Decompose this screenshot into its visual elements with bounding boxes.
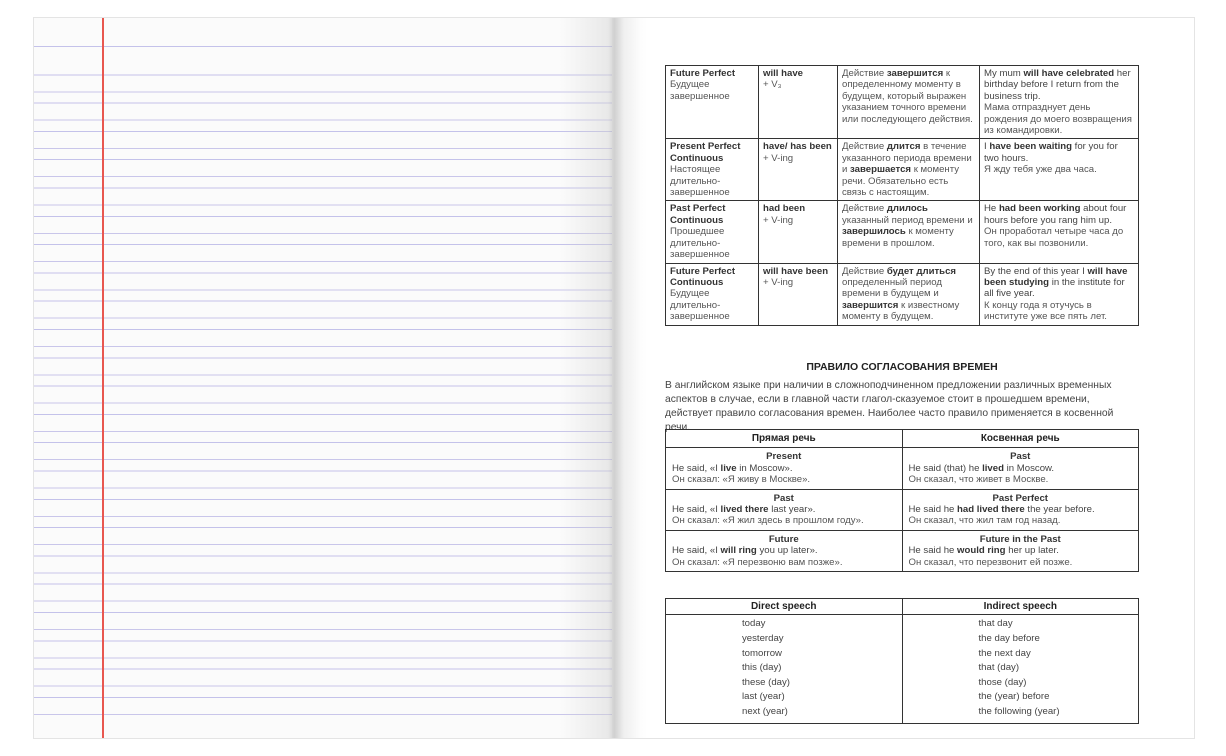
tense-description-part: завершилось [842, 226, 906, 238]
tense-name-ru: Будущее длительно-завершенное [670, 288, 730, 323]
tense-example-part: for you for two hours. [984, 141, 1118, 164]
adverb-row [666, 676, 1139, 691]
speech-row [666, 489, 1139, 530]
tense-example-part: had been working [998, 203, 1081, 215]
speech-example-right-part: her up later. [1005, 545, 1059, 557]
tense-name-ru: Настоящее длительно-завершенное [670, 164, 730, 199]
adverbs-header-indirect: Indirect speech [902, 599, 1139, 615]
speech-row [666, 448, 1139, 489]
tense-example-ru: Я жду тебя уже два часа. [984, 164, 1097, 176]
tense-description-part: к известному моменту в будущем. [842, 299, 960, 323]
tense-example-part: By the end of this year I [984, 265, 1088, 277]
tense-description-part: к моменту речи. Обязательно есть связь с настоящим. [842, 164, 960, 199]
tense-description-part: к моменту времени в прошлом. [842, 226, 954, 249]
speech-example-left-part: lived there [720, 504, 769, 516]
tense-example-part: in the institute for all five year. [984, 276, 1125, 300]
speech-example-right [909, 463, 1133, 474]
speech-cell-right [902, 489, 1139, 530]
adverb-indirect: the (year) before [902, 690, 1139, 705]
tenses-table [665, 65, 1139, 326]
speech-example-left [672, 504, 896, 515]
tense-description-part: будет длиться [886, 265, 957, 277]
speech-cell-left [666, 530, 903, 571]
tense-name-ru: Прошедшее длительно-завершенное [670, 226, 730, 261]
adverb-direct: this (day) [666, 661, 903, 676]
speech-tense-left: Past [773, 492, 794, 504]
speech-tense-left: Future [768, 533, 799, 545]
speech-example-right-part: would ring [957, 545, 1006, 557]
adverb-row [666, 705, 1139, 723]
tense-formula-cell [759, 201, 838, 263]
speech-example-left-part: He said, «I [672, 462, 721, 474]
page-gutter [560, 18, 640, 738]
tense-formula-aux: have/ has been [763, 141, 832, 153]
tense-description-part: Действие [842, 68, 887, 79]
adverbs-table-body [666, 615, 1139, 723]
tense-example [980, 201, 1139, 263]
speech-tense-right: Past [1010, 451, 1031, 463]
tense-example [980, 66, 1139, 139]
tense-example-part: My mum [984, 68, 1024, 79]
speech-example-left-part: He said, «I [672, 545, 721, 557]
tense-description-part: Действие [842, 265, 887, 277]
tense-description [838, 139, 980, 201]
tense-description-part: длится [886, 141, 921, 153]
adverb-direct: next (year) [666, 705, 903, 723]
tense-example-ru: Он проработал четыре часа до того, как вы позвонили. [984, 226, 1124, 249]
speech-tense-right: Future in the Past [979, 533, 1061, 545]
tense-description-part: определенный период времени в будущем и [842, 276, 943, 300]
adverb-indirect: those (day) [902, 676, 1139, 691]
speech-cell-right [902, 530, 1139, 571]
tense-description-part: Действие [842, 141, 887, 153]
tense-example [980, 263, 1139, 325]
speech-header-indirect: Косвенная речь [902, 430, 1139, 448]
tense-description-part: завершится [842, 299, 899, 311]
speech-header-direct: Прямая речь [666, 430, 903, 448]
speech-example-right-part: in Moscow. [1003, 462, 1055, 474]
section-title: ПРАВИЛО СОГЛАСОВАНИЯ ВРЕМЕН [806, 361, 998, 373]
tense-example-en [984, 266, 1134, 300]
speech-example-left-part: in Moscow». [736, 462, 793, 474]
speech-translation-left: Он сказал: «Я живу в Москве». [672, 474, 811, 486]
adverb-row [666, 615, 1139, 632]
ruled-lines [34, 46, 612, 706]
tense-formula-aux: will have [763, 68, 803, 79]
speech-example-left-part: live [720, 462, 737, 474]
speech-cell-left [666, 489, 903, 530]
tense-formula-verb: + V-ing [763, 276, 794, 288]
tenses-table-body [666, 66, 1139, 326]
tense-name-en: Future Perfect [670, 68, 736, 79]
speech-cell-left [666, 448, 903, 489]
speech-row [666, 530, 1139, 571]
adverb-row [666, 690, 1139, 705]
tense-formula-verb: + V-ing [763, 214, 794, 226]
tense-example [980, 139, 1139, 201]
tense-formula-verb: + V₃ [763, 79, 782, 91]
tense-description-part: указанный период времени и [842, 214, 973, 226]
tense-description-part: к определенному моменту в будущем, который выражен указанием точного времени или последующего действия. [842, 68, 973, 125]
speech-example-right-part: He said he [908, 545, 958, 557]
adverb-row [666, 647, 1139, 662]
speech-translation-left: Он сказал: «Я жил здесь в прошлом году». [672, 515, 864, 527]
adverb-direct: tomorrow [666, 647, 903, 662]
tense-example-part: about four hours before you rang him up. [984, 203, 1127, 226]
tense-example-en [984, 68, 1134, 102]
tense-example-en [984, 141, 1134, 164]
speech-example-right-part: the year before. [1024, 504, 1095, 516]
speech-example-left [672, 545, 896, 556]
tense-example-ru: К концу года я отучусь в институте уже все пять лет. [984, 299, 1107, 323]
adverbs-header-direct: Direct speech [666, 599, 903, 615]
adverb-indirect: the following (year) [902, 705, 1139, 723]
tense-name-cell [666, 139, 759, 201]
tense-name-cell [666, 201, 759, 263]
speech-tense-left: Present [766, 451, 802, 463]
tense-name-en: Past Perfect Continuous [670, 203, 726, 226]
adverb-indirect: the day before [902, 632, 1139, 647]
speech-example-left-part: last year». [768, 504, 816, 516]
tense-formula-verb: + V-ing [763, 152, 794, 164]
tense-name-cell [666, 263, 759, 325]
adverb-row [666, 632, 1139, 647]
speech-table-body [666, 448, 1139, 572]
speech-example-left-part: He said, «I [672, 504, 721, 516]
adverb-indirect: that day [902, 615, 1139, 632]
speech-translation-left: Он сказал: «Я перезвоню вам позже». [672, 556, 843, 568]
speech-example-right-part: He said (that) he [908, 462, 983, 474]
adverb-direct: these (day) [666, 676, 903, 691]
tense-name-cell [666, 66, 759, 139]
speech-table [665, 429, 1139, 572]
tense-description-part: длилось [886, 203, 928, 215]
speech-translation-right: Он сказал, что перезвонит ей позже. [908, 556, 1073, 568]
tense-row [666, 66, 1139, 139]
tense-formula-cell [759, 263, 838, 325]
speech-translation-right: Он сказал, что живет в Москве. [908, 474, 1049, 486]
speech-tense-right: Past Perfect [992, 492, 1048, 504]
adverb-indirect: that (day) [902, 661, 1139, 676]
tense-description-part: в течение указанного периода времени и [842, 141, 972, 176]
speech-example-right-part: lived [982, 462, 1004, 474]
tense-row [666, 201, 1139, 263]
tense-example-part: He [984, 203, 999, 215]
section-intro: В английском языке при наличии в сложноподчиненном предложении различных временных аспектов в случае, если в главной части глагол-сказуемое стоит в прошедшем времени, действует правило согласования времен. Наиболее часто правило применяется в косвенной речи. [665, 380, 1114, 433]
tense-row [666, 263, 1139, 325]
speech-cell-right [902, 448, 1139, 489]
speech-example-left-part: will ring [720, 545, 757, 557]
speech-example-right [909, 545, 1133, 556]
tense-example-part: her birthday before I return from the business trip. [984, 68, 1131, 102]
tense-example-part: I [984, 141, 990, 153]
tense-example-part: have been waiting [989, 141, 1072, 153]
speech-example-left-part: you up later». [756, 545, 818, 557]
adverb-row [666, 661, 1139, 676]
tense-formula-cell [759, 139, 838, 201]
tense-description [838, 201, 980, 263]
tense-description [838, 66, 980, 139]
tense-name-en: Future Perfect Continuous [670, 265, 736, 288]
tense-example-part: will have celebrated [1023, 68, 1115, 79]
adverb-direct: yesterday [666, 632, 903, 647]
tense-example-part: will have been studying [984, 265, 1128, 288]
tense-row [666, 139, 1139, 201]
tense-name-en: Present Perfect Continuous [670, 141, 741, 164]
adverb-direct: today [666, 615, 903, 632]
tense-example-en [984, 203, 1134, 226]
speech-example-left [672, 463, 896, 474]
tense-description [838, 263, 980, 325]
adverb-indirect: the next day [902, 647, 1139, 662]
tense-formula-aux: had been [763, 203, 806, 215]
speech-example-right [909, 504, 1133, 515]
adverb-direct: last (year) [666, 690, 903, 705]
margin-line [102, 18, 104, 738]
speech-translation-right: Он сказал, что жил там год назад. [908, 515, 1061, 527]
tense-description-part: завершается [850, 164, 912, 176]
tense-description-part: Действие [842, 203, 887, 215]
tense-name-ru: Будущее завершенное [670, 79, 730, 102]
tense-example-ru: Мама отпразднует день рождения до моего возвращения из командировки. [984, 102, 1132, 137]
tense-description-part: завершится [886, 68, 944, 79]
adverbs-table [665, 598, 1139, 724]
speech-example-right-part: had lived there [957, 504, 1025, 516]
tense-formula-aux: will have been [763, 265, 829, 277]
speech-example-right-part: He said he [908, 504, 958, 516]
tense-formula-cell [759, 66, 838, 139]
